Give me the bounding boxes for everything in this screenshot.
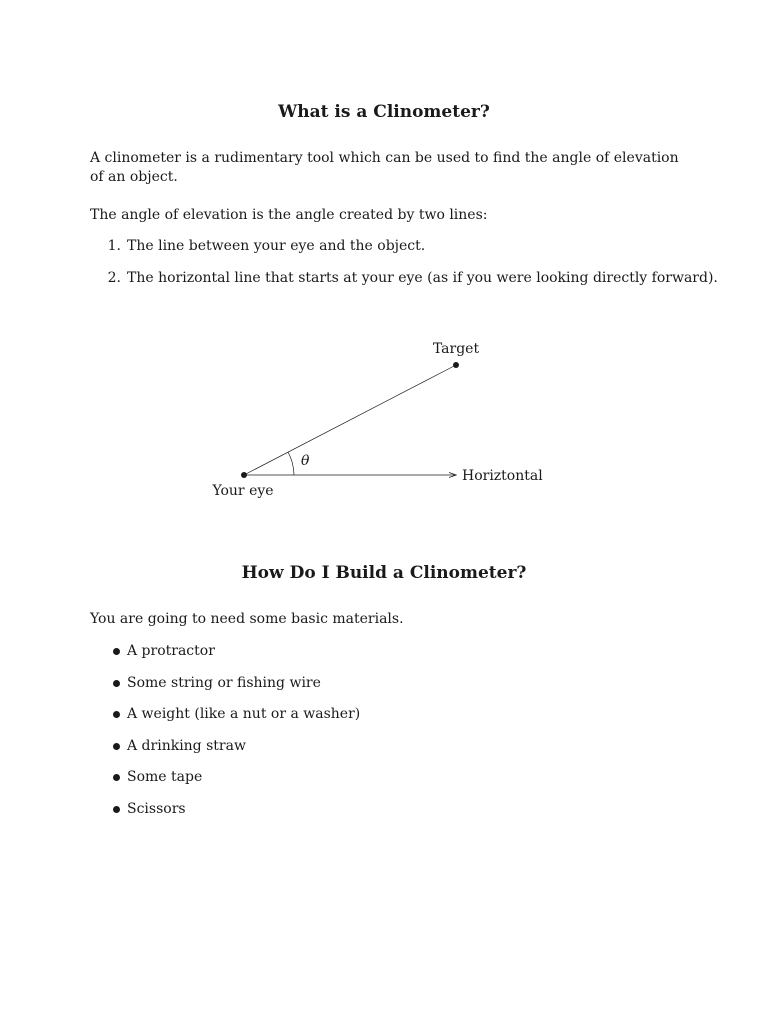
materials-intro: You are going to need some basic materials. bbox=[90, 611, 404, 627]
list-marker: 1. bbox=[107, 238, 121, 254]
list-item-text: A drinking straw bbox=[127, 737, 246, 754]
eye-label: Your eye bbox=[212, 483, 274, 499]
theta-label: θ bbox=[301, 453, 310, 469]
bullet-icon bbox=[113, 648, 120, 655]
eye-point bbox=[241, 472, 247, 478]
list-item bbox=[90, 642, 690, 674]
target-point bbox=[453, 362, 459, 368]
list-item bbox=[90, 674, 690, 706]
materials-list bbox=[90, 642, 690, 832]
list-marker: 2. bbox=[107, 270, 121, 286]
bullet-icon bbox=[113, 806, 120, 813]
list-item-text: Some string or fishing wire bbox=[127, 674, 321, 691]
horizontal-label: Horiztontal bbox=[462, 468, 543, 484]
intro-paragraph: A clinometer is a rudimentary tool which can be used to find the angle of elevation of an object. bbox=[90, 150, 679, 185]
bullet-icon bbox=[113, 680, 120, 687]
bullet-icon bbox=[113, 743, 120, 750]
list-item bbox=[90, 737, 690, 769]
list-item-text: Scissors bbox=[127, 800, 186, 817]
list-item bbox=[90, 705, 690, 737]
bullet-icon bbox=[113, 711, 120, 718]
line-of-sight bbox=[244, 365, 456, 475]
section-title-what-is: What is a Clinometer? bbox=[278, 102, 490, 122]
target-label: Target bbox=[432, 341, 480, 357]
list-item-text: A weight (like a nut or a washer) bbox=[127, 706, 361, 723]
bullet-icon bbox=[113, 774, 120, 781]
section-title-how-build: How Do I Build a Clinometer? bbox=[241, 563, 527, 583]
list-item-text: A protractor bbox=[127, 643, 215, 659]
list-item bbox=[90, 800, 690, 832]
definition-paragraph: The angle of elevation is the angle created by two lines: bbox=[90, 207, 488, 223]
list-item bbox=[90, 768, 690, 800]
list-item-text: Some tape bbox=[127, 769, 203, 786]
angle-arc bbox=[288, 452, 294, 475]
list-item-text: The line between your eye and the object. bbox=[127, 238, 426, 254]
list-item-text: The horizontal line that starts at your eye (as if you were looking directly forward). bbox=[127, 270, 718, 286]
